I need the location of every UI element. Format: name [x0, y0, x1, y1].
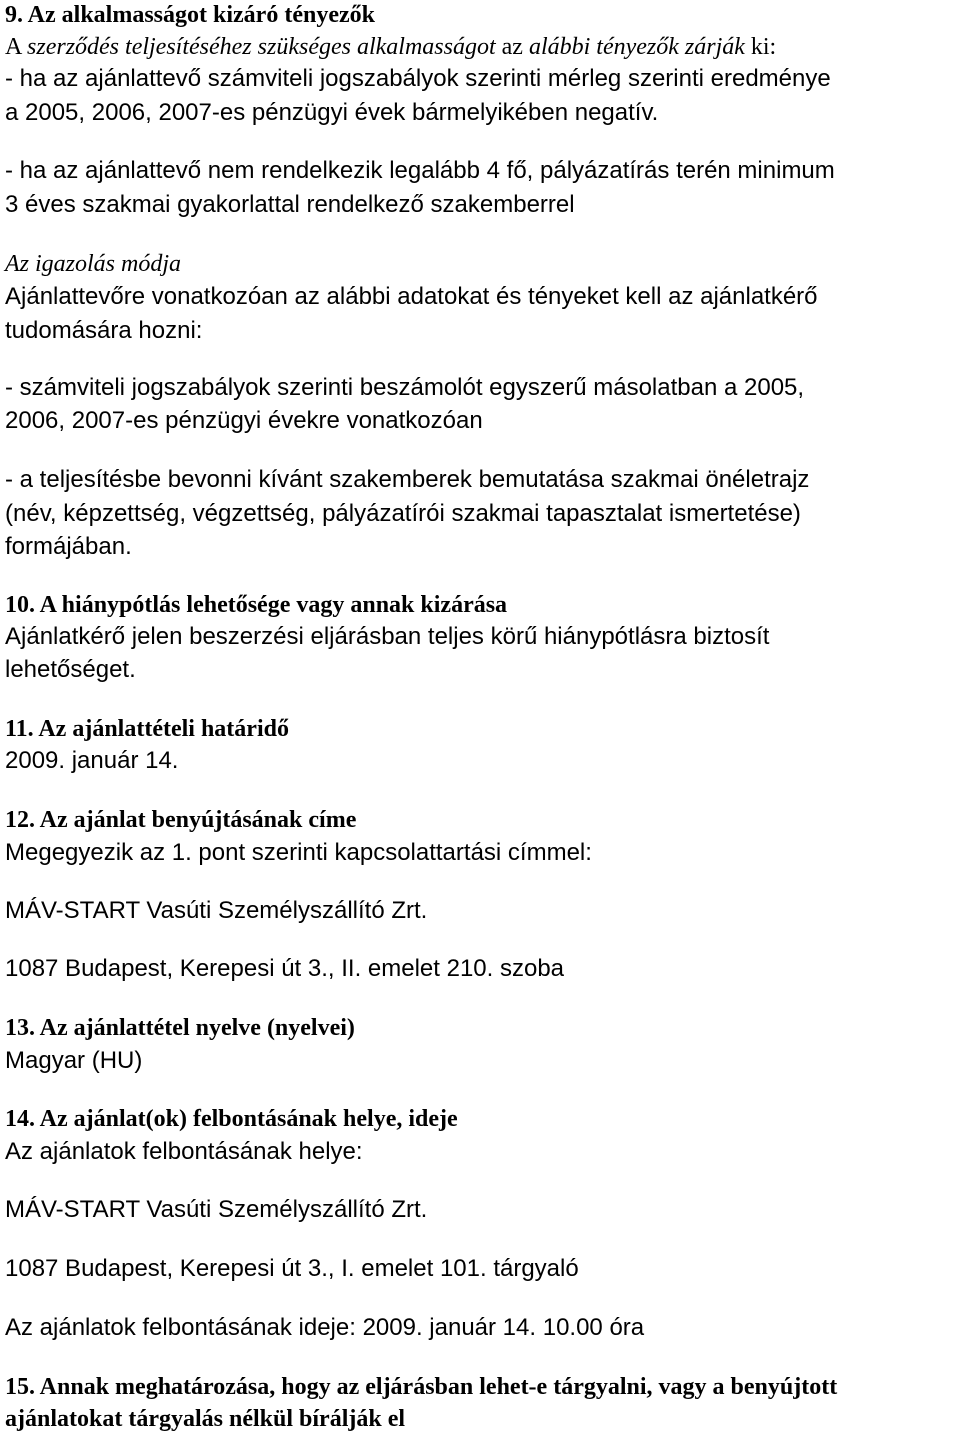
section-12-line-1: Megegyezik az 1. pont szerinti kapcsolattartási címmel: [5, 839, 592, 866]
section-14-line-1: Az ajánlatok felbontásának helye: [5, 1138, 363, 1165]
proof-line-4: 2006, 2007-es pénzügyi évekre vonatkozóan [5, 407, 483, 434]
section-14-heading: 14. Az ajánlat(ok) felbontásának helye, ideje [5, 1106, 458, 1132]
proof-line-7: formájában. [5, 533, 132, 560]
section-9-intro-b: szerződés teljesítéséhez szükséges alkalmasságot [27, 34, 496, 60]
section-14-line-3: 1087 Budapest, Kerepesi út 3., I. emelet 101. tárgyaló [5, 1255, 579, 1282]
section-9-intro-e: ki: [744, 34, 777, 60]
section-15-heading-line-1: 15. Annak meghatározása, hogy az eljárásban lehet-e tárgyalni, vagy a benyújtott [5, 1374, 838, 1400]
section-9-intro [5, 35, 776, 59]
section-9-intro-c: az [495, 34, 529, 60]
proof-line-3: - számviteli jogszabályok szerinti beszámolót egyszerű másolatban a 2005, [5, 374, 805, 401]
section-15-heading-line-2: ajánlatokat tárgyalás nélkül bírálják el [5, 1406, 406, 1432]
section-12-line-2: MÁV-START Vasúti Személyszállító Zrt. [5, 897, 428, 924]
proof-line-2: tudomására hozni: [5, 317, 203, 344]
section-10-line-1: Ajánlatkérő jelen beszerzési eljárásban teljes körű hiánypótlásra biztosít [5, 623, 770, 650]
section-9-heading: 9. Az alkalmasságot kizáró tényezők [5, 2, 375, 28]
proof-method-heading [5, 252, 181, 276]
section-11-heading: 11. Az ajánlattételi határidő [5, 716, 289, 742]
proof-line-5: - a teljesítésbe bevonni kívánt szakemberek bemutatása szakmai önéletrajz [5, 466, 810, 493]
section-9-intro-d: alábbi tényezők zárják [528, 34, 745, 60]
section-9-intro-a: A [5, 34, 28, 60]
section-9-line-1: - ha az ajánlattevő számviteli jogszabályok szerinti mérleg szerinti eredménye [5, 65, 831, 92]
section-9-line-3: - ha az ajánlattevő nem rendelkezik legalább 4 fő, pályázatírás terén minimum [5, 157, 835, 184]
section-13-line-1: Magyar (HU) [5, 1047, 143, 1074]
section-14-line-4: Az ajánlatok felbontásának ideje: 2009. január 14. 10.00 óra [5, 1314, 645, 1341]
section-13-heading: 13. Az ajánlattétel nyelve (nyelvei) [5, 1015, 355, 1041]
section-11-line-1: 2009. január 14. [5, 747, 179, 774]
section-9-line-4: 3 éves szakmai gyakorlattal rendelkező szakemberrel [5, 191, 575, 218]
section-12-heading: 12. Az ajánlat benyújtásának címe [5, 807, 357, 833]
proof-line-6: (név, képzettség, végzettség, pályázatírói szakmai tapasztalat ismertetése) [5, 500, 801, 527]
section-9-line-2: a 2005, 2006, 2007-es pénzügyi évek bármelyikében negatív. [5, 99, 659, 126]
section-10-heading: 10. A hiánypótlás lehetősége vagy annak kizárása [5, 592, 508, 618]
proof-method-heading-text: Az igazolás módja [5, 251, 182, 277]
section-14-line-2: MÁV-START Vasúti Személyszállító Zrt. [5, 1196, 428, 1223]
proof-line-1: Ajánlattevőre vonatkozóan az alábbi adatokat és tényeket kell az ajánlatkérő [5, 283, 818, 310]
section-10-line-2: lehetőséget. [5, 656, 136, 683]
section-12-line-3: 1087 Budapest, Kerepesi út 3., II. emelet 210. szoba [5, 955, 565, 982]
